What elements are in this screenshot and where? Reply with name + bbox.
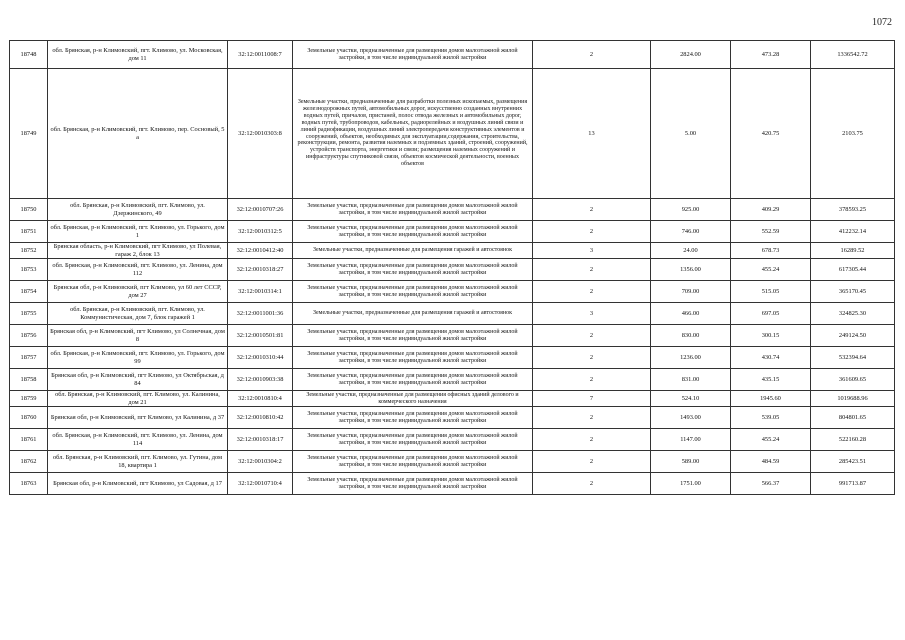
table-row <box>10 303 895 325</box>
table-row <box>10 473 895 495</box>
unit-cost-cell: 455.24 <box>731 259 811 281</box>
land-use-cell: Земельные участки, предназначенные для размещения домов малоэтажной жилой застройки, в том числе индивидуальной жилой застройки <box>293 281 533 303</box>
use-group-cell: 2 <box>533 281 651 303</box>
cadastral-value-cell: 1019688.96 <box>811 391 895 407</box>
cadastral-value-table <box>9 40 895 495</box>
cadastral-number-cell: 32:12:0010303:8 <box>228 69 293 199</box>
unit-cost-cell: 300.15 <box>731 325 811 347</box>
cadastral-value-cell: 249124.50 <box>811 325 895 347</box>
land-use-cell: Земельные участки, предназначенные для размещения домов малоэтажной жилой застройки, в том числе индивидуальной жилой застройки <box>293 199 533 221</box>
land-use-cell: Земельные участки, предназначенные для размещения гаражей и автостоянок <box>293 303 533 325</box>
table-row <box>10 221 895 243</box>
cadastral-value-cell: 991713.87 <box>811 473 895 495</box>
unit-cost-cell: 435.15 <box>731 369 811 391</box>
use-group-cell: 13 <box>533 69 651 199</box>
land-use-cell: Земельные участки, предназначенные для разработки полезных ископаемых, размещения железнодорожных путей, автомобильных дорог, искусственно созданных внутренних водных путей, причалов, пристаней, полос отвода железных и автомобильных дорог, водных путей, трубопроводов, кабельных, радиорелейных и воздушных линий связи и линий радиофикации, воздушных линий электропередачи конструктивных элементов и сооружений, объектов, необходимых для эксплуатации,содержания, строительства, реконструкции, ремонта, развития наземных и подземных зданий, строений, сооружений, устройств транспорта, энергетики и связи; размещения наземных сооружений и инфраструктуры спутниковой связи, объектов космической деятельности, военных объектов <box>293 69 533 199</box>
cadastral-number-cell: 32:12:0011008:7 <box>228 41 293 69</box>
unit-cost-cell: 409.29 <box>731 199 811 221</box>
area-cell: 24.00 <box>651 243 731 259</box>
area-cell: 1751.00 <box>651 473 731 495</box>
table-row <box>10 451 895 473</box>
cadastral-value-cell: 365170.45 <box>811 281 895 303</box>
table-row <box>10 41 895 69</box>
use-group-cell: 7 <box>533 391 651 407</box>
address-cell: обл. Брянская, р-н Климовский, пгт. Климово, ул. Горького, дом 1 <box>48 221 228 243</box>
row-number-cell: 18748 <box>10 41 48 69</box>
land-use-cell: Земельные участки, предназначенные для размещения домов малоэтажной жилой застройки, в том числе индивидуальной жилой застройки <box>293 259 533 281</box>
row-number-cell: 18760 <box>10 407 48 429</box>
use-group-cell: 2 <box>533 369 651 391</box>
row-number-cell: 18758 <box>10 369 48 391</box>
address-cell: Брянская обл, р-н Климовский, пгт Климово, ул 60 лет СССР, дом 27 <box>48 281 228 303</box>
use-group-cell: 2 <box>533 221 651 243</box>
unit-cost-cell: 420.75 <box>731 69 811 199</box>
cadastral-value-cell: 2103.75 <box>811 69 895 199</box>
area-cell: 709.00 <box>651 281 731 303</box>
row-number-cell: 18757 <box>10 347 48 369</box>
area-cell: 1147.00 <box>651 429 731 451</box>
land-use-cell: Земельные участки, предназначенные для размещения гаражей и автостоянок <box>293 243 533 259</box>
use-group-cell: 2 <box>533 41 651 69</box>
row-number-cell: 18756 <box>10 325 48 347</box>
area-cell: 524.10 <box>651 391 731 407</box>
address-cell: Брянская область, р-н Климовский, пгт Климово, ул Полевая, гараж 2, блок 13 <box>48 243 228 259</box>
area-cell: 5.00 <box>651 69 731 199</box>
unit-cost-cell: 552.59 <box>731 221 811 243</box>
cadastral-value-cell: 1336542.72 <box>811 41 895 69</box>
table-row <box>10 199 895 221</box>
table-row <box>10 243 895 259</box>
row-number-cell: 18763 <box>10 473 48 495</box>
table-row <box>10 347 895 369</box>
cadastral-value-cell: 532394.64 <box>811 347 895 369</box>
land-use-cell: Земельные участки, предназначенные для размещения домов малоэтажной жилой застройки, в том числе индивидуальной жилой застройки <box>293 347 533 369</box>
unit-cost-cell: 566.37 <box>731 473 811 495</box>
use-group-cell: 2 <box>533 347 651 369</box>
land-use-cell: Земельные участки, предназначенные для размещения офисных зданий делового и коммерческого назначения <box>293 391 533 407</box>
cadastral-number-cell: 32:12:0010312:5 <box>228 221 293 243</box>
cadastral-value-cell: 617305.44 <box>811 259 895 281</box>
cadastral-value-cell: 378593.25 <box>811 199 895 221</box>
use-group-cell: 3 <box>533 243 651 259</box>
table-row <box>10 69 895 199</box>
address-cell: обл. Брянская, р-н Климовский, пгт. Климово, ул. Ленина, дом 114 <box>48 429 228 451</box>
page-number: 1072 <box>872 17 892 28</box>
row-number-cell: 18762 <box>10 451 48 473</box>
unit-cost-cell: 484.59 <box>731 451 811 473</box>
address-cell: обл. Брянская, р-н Климовский, пгт. Климово, ул. Горького, дом 99 <box>48 347 228 369</box>
unit-cost-cell: 455.24 <box>731 429 811 451</box>
cadastral-number-cell: 32:12:0010810:42 <box>228 407 293 429</box>
area-cell: 1493.00 <box>651 407 731 429</box>
cadastral-number-cell: 32:12:0010501:81 <box>228 325 293 347</box>
address-cell: обл. Брянская, р-н Климовский, пгт. Климово, ул. Гутина, дом 18, квартира 1 <box>48 451 228 473</box>
cadastral-number-cell: 32:12:0011001:36 <box>228 303 293 325</box>
land-use-cell: Земельные участки, предназначенные для размещения домов малоэтажной жилой застройки, в том числе индивидуальной жилой застройки <box>293 407 533 429</box>
land-use-cell: Земельные участки, предназначенные для размещения домов малоэтажной жилой застройки, в том числе индивидуальной жилой застройки <box>293 369 533 391</box>
row-number-cell: 18749 <box>10 69 48 199</box>
cadastral-value-cell: 412232.14 <box>811 221 895 243</box>
address-cell: обл. Брянская, р-н Климовский, пгт. Климово, пер. Сосновый, 5 а <box>48 69 228 199</box>
row-number-cell: 18750 <box>10 199 48 221</box>
cadastral-number-cell: 32:12:0010314:1 <box>228 281 293 303</box>
area-cell: 830.00 <box>651 325 731 347</box>
unit-cost-cell: 473.28 <box>731 41 811 69</box>
cadastral-value-cell: 361609.65 <box>811 369 895 391</box>
cadastral-value-cell: 16289.52 <box>811 243 895 259</box>
address-cell: Брянская обл, р-н Климовский, пгт Климово, ул Садовая, д 17 <box>48 473 228 495</box>
row-number-cell: 18759 <box>10 391 48 407</box>
table-row <box>10 281 895 303</box>
cadastral-number-cell: 32:12:0010318:17 <box>228 429 293 451</box>
cadastral-number-cell: 32:12:0010710:4 <box>228 473 293 495</box>
table-row <box>10 429 895 451</box>
area-cell: 466.00 <box>651 303 731 325</box>
cadastral-number-cell: 32:12:0010707:26 <box>228 199 293 221</box>
unit-cost-cell: 515.05 <box>731 281 811 303</box>
address-cell: Брянская обл, р-н Климовский, пгт Климово, ул Октябрьская, д 84 <box>48 369 228 391</box>
cadastral-value-cell: 285423.51 <box>811 451 895 473</box>
cadastral-number-cell: 32:12:0010310:44 <box>228 347 293 369</box>
use-group-cell: 2 <box>533 473 651 495</box>
table-row <box>10 325 895 347</box>
row-number-cell: 18753 <box>10 259 48 281</box>
table-row <box>10 391 895 407</box>
cadastral-value-cell: 804801.65 <box>811 407 895 429</box>
address-cell: обл. Брянская, р-н Климовский, пгт. Климово, ул. Ленина, дом 112 <box>48 259 228 281</box>
area-cell: 1236.00 <box>651 347 731 369</box>
unit-cost-cell: 430.74 <box>731 347 811 369</box>
row-number-cell: 18751 <box>10 221 48 243</box>
row-number-cell: 18752 <box>10 243 48 259</box>
address-cell: Брянская обл, р-н Климовский, пгт Климово, ул Калинина, д 37 <box>48 407 228 429</box>
land-use-cell: Земельные участки, предназначенные для размещения домов малоэтажной жилой застройки, в том числе индивидуальной жилой застройки <box>293 473 533 495</box>
cadastral-number-cell: 32:12:0010810:4 <box>228 391 293 407</box>
area-cell: 1356.00 <box>651 259 731 281</box>
cadastral-value-cell: 522160.28 <box>811 429 895 451</box>
use-group-cell: 3 <box>533 303 651 325</box>
use-group-cell: 2 <box>533 325 651 347</box>
cadastral-value-cell: 324825.30 <box>811 303 895 325</box>
use-group-cell: 2 <box>533 259 651 281</box>
land-use-cell: Земельные участки, предназначенные для размещения домов малоэтажной жилой застройки, в том числе индивидуальной жилой застройки <box>293 41 533 69</box>
use-group-cell: 2 <box>533 407 651 429</box>
area-cell: 2824.00 <box>651 41 731 69</box>
land-use-cell: Земельные участки, предназначенные для размещения домов малоэтажной жилой застройки, в том числе индивидуальной жилой застройки <box>293 451 533 473</box>
area-cell: 589.00 <box>651 451 731 473</box>
row-number-cell: 18754 <box>10 281 48 303</box>
use-group-cell: 2 <box>533 451 651 473</box>
unit-cost-cell: 697.05 <box>731 303 811 325</box>
unit-cost-cell: 1945.60 <box>731 391 811 407</box>
table-row <box>10 259 895 281</box>
unit-cost-cell: 539.05 <box>731 407 811 429</box>
address-cell: обл. Брянская, р-н Климовский, пгт. Климово, ул. Калинина, дом 21 <box>48 391 228 407</box>
unit-cost-cell: 678.73 <box>731 243 811 259</box>
address-cell: Брянская обл, р-н Климовский, пгт Климово, ул Солнечная, дом 8 <box>48 325 228 347</box>
cadastral-number-cell: 32:12:0010304:2 <box>228 451 293 473</box>
area-cell: 831.00 <box>651 369 731 391</box>
use-group-cell: 2 <box>533 199 651 221</box>
row-number-cell: 18761 <box>10 429 48 451</box>
area-cell: 746.00 <box>651 221 731 243</box>
cadastral-number-cell: 32:12:0010412:40 <box>228 243 293 259</box>
land-use-cell: Земельные участки, предназначенные для размещения домов малоэтажной жилой застройки, в том числе индивидуальной жилой застройки <box>293 325 533 347</box>
address-cell: обл. Брянская, р-н Климовский, пгт. Климово, ул. Дзержинского, 49 <box>48 199 228 221</box>
area-cell: 925.00 <box>651 199 731 221</box>
table-row <box>10 369 895 391</box>
address-cell: обл. Брянская, р-н Климовский, пгт. Климово, ул. Московская, дом 11 <box>48 41 228 69</box>
row-number-cell: 18755 <box>10 303 48 325</box>
land-use-cell: Земельные участки, предназначенные для размещения домов малоэтажной жилой застройки, в том числе индивидуальной жилой застройки <box>293 429 533 451</box>
address-cell: обл. Брянская, р-н Климовский, пгт. Климово, ул. Коммунистическая, дом 7, блок гаражей 1 <box>48 303 228 325</box>
table-row <box>10 407 895 429</box>
use-group-cell: 2 <box>533 429 651 451</box>
cadastral-number-cell: 32:12:0010903:38 <box>228 369 293 391</box>
cadastral-number-cell: 32:12:0010318:27 <box>228 259 293 281</box>
land-use-cell: Земельные участки, предназначенные для размещения домов малоэтажной жилой застройки, в том числе индивидуальной жилой застройки <box>293 221 533 243</box>
